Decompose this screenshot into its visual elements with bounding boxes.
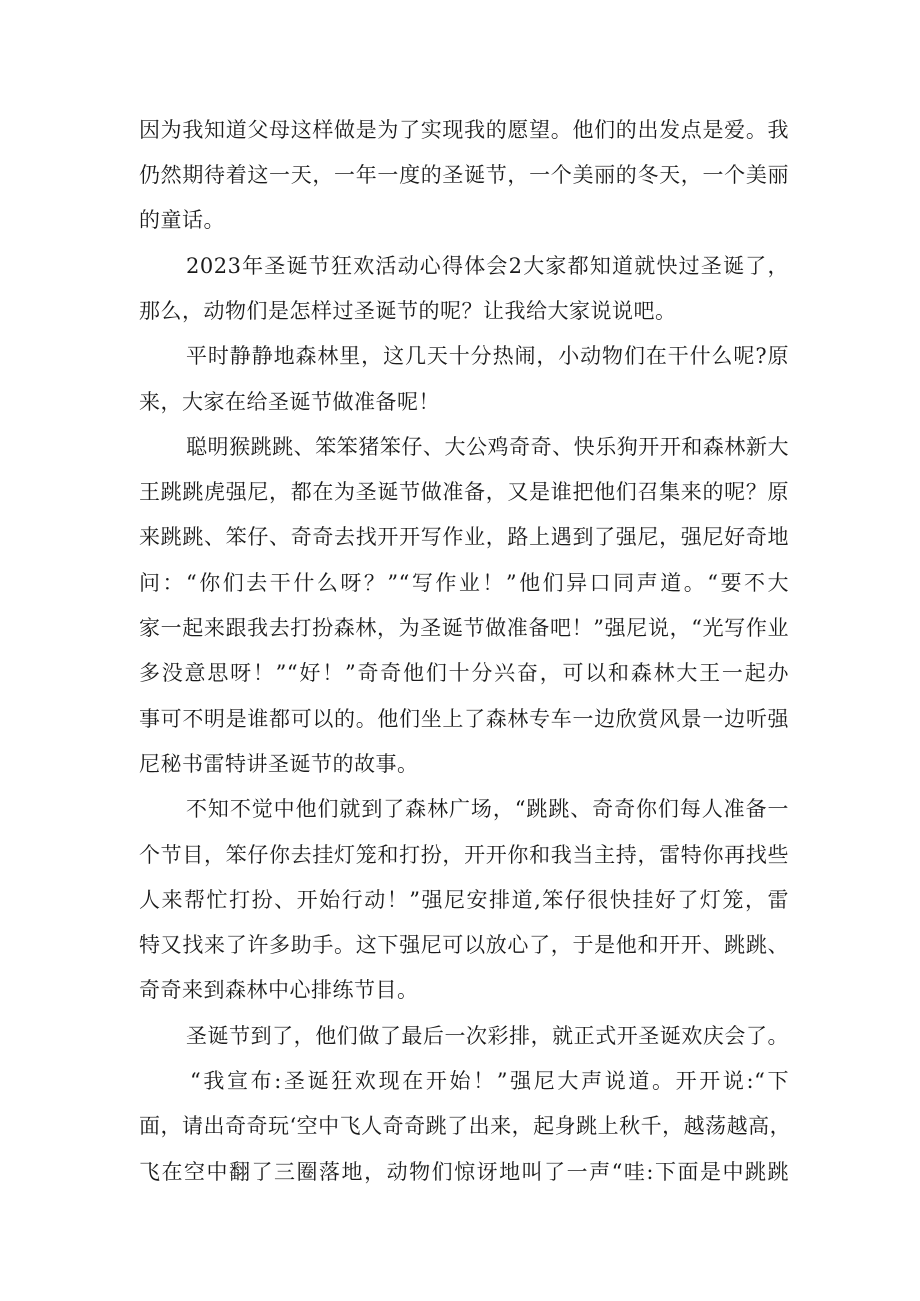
text-line: 人来帮忙打扮、开始行动！”强尼安排道,笨仔很快挂好了灯笼，雷 <box>139 888 789 912</box>
text-line: 飞在空中翻了三圈落地，动物们惊讶地叫了一声“哇:下面是中跳跳 <box>139 1160 789 1184</box>
text-line: 来，大家在给圣诞节做准备呢！ <box>139 390 440 414</box>
text-line: 不知不觉中他们就到了森林广场，“跳跳、奇奇你们每人准备一 <box>186 797 789 821</box>
text-line: 王跳跳虎强尼，都在为圣诞节做准备，又是谁把他们召集来的呢？原 <box>139 480 789 504</box>
text-line: 问：“你们去干什么呀？”“写作业！”他们异口同声道。“要不大 <box>139 571 789 595</box>
text-line: 聪明猴跳跳、笨笨猪笨仔、大公鸡奇奇、快乐狗开开和森林新大 <box>186 435 789 459</box>
text-line: “我宣布:圣诞狂欢现在开始！”强尼大声说道。开开说:“下 <box>190 1069 789 1093</box>
text-line: 个节目，笨仔你去挂灯笼和打扮，开开你和我当主持，雷特你再找些 <box>139 843 789 867</box>
text-line: 尼秘书雷特讲圣诞节的故事。 <box>139 752 419 776</box>
text-line: 事可不明是谁都可以的。他们坐上了森林专车一边欣赏风景一边听强 <box>139 707 789 731</box>
text-line: 特又找来了许多助手。这下强尼可以放心了，于是他和开开、跳跳、 <box>139 933 789 957</box>
text-line: 2023年圣诞节狂欢活动心得体会2大家都知道就快过圣诞了， <box>186 254 789 278</box>
text-line: 来跳跳、笨仔、奇奇去找开开写作业，路上遇到了强尼，强尼好奇地 <box>139 525 789 549</box>
text-line: 平时静静地森林里，这几天十分热闹，小动物们在干什么呢?原 <box>186 344 789 368</box>
text-line: 的童话。 <box>139 208 225 232</box>
text-line: 家一起来跟我去打扮森林，为圣诞节做准备吧！”强尼说，“光写作业 <box>139 616 789 640</box>
text-line: 因为我知道父母这样做是为了实现我的愿望。他们的出发点是爱。我 <box>139 118 789 142</box>
text-line: 仍然期待着这一天，一年一度的圣诞节，一个美丽的冬天，一个美丽 <box>139 163 789 187</box>
text-line: 多没意思呀！”“好！”奇奇他们十分兴奋，可以和森林大王一起办 <box>139 661 789 685</box>
text-line: 那么，动物们是怎样过圣诞节的呢？让我给大家说说吧。 <box>139 299 677 323</box>
text-line: 奇奇来到森林中心排练节目。 <box>139 978 419 1002</box>
text-line: 圣诞节到了，他们做了最后一次彩排，就正式开圣诞欢庆会了。 <box>186 1024 789 1048</box>
text-line: 面，请出奇奇玩‘空中飞人奇奇跳了出来，起身跳上秋千，越荡越高， <box>139 1114 792 1138</box>
